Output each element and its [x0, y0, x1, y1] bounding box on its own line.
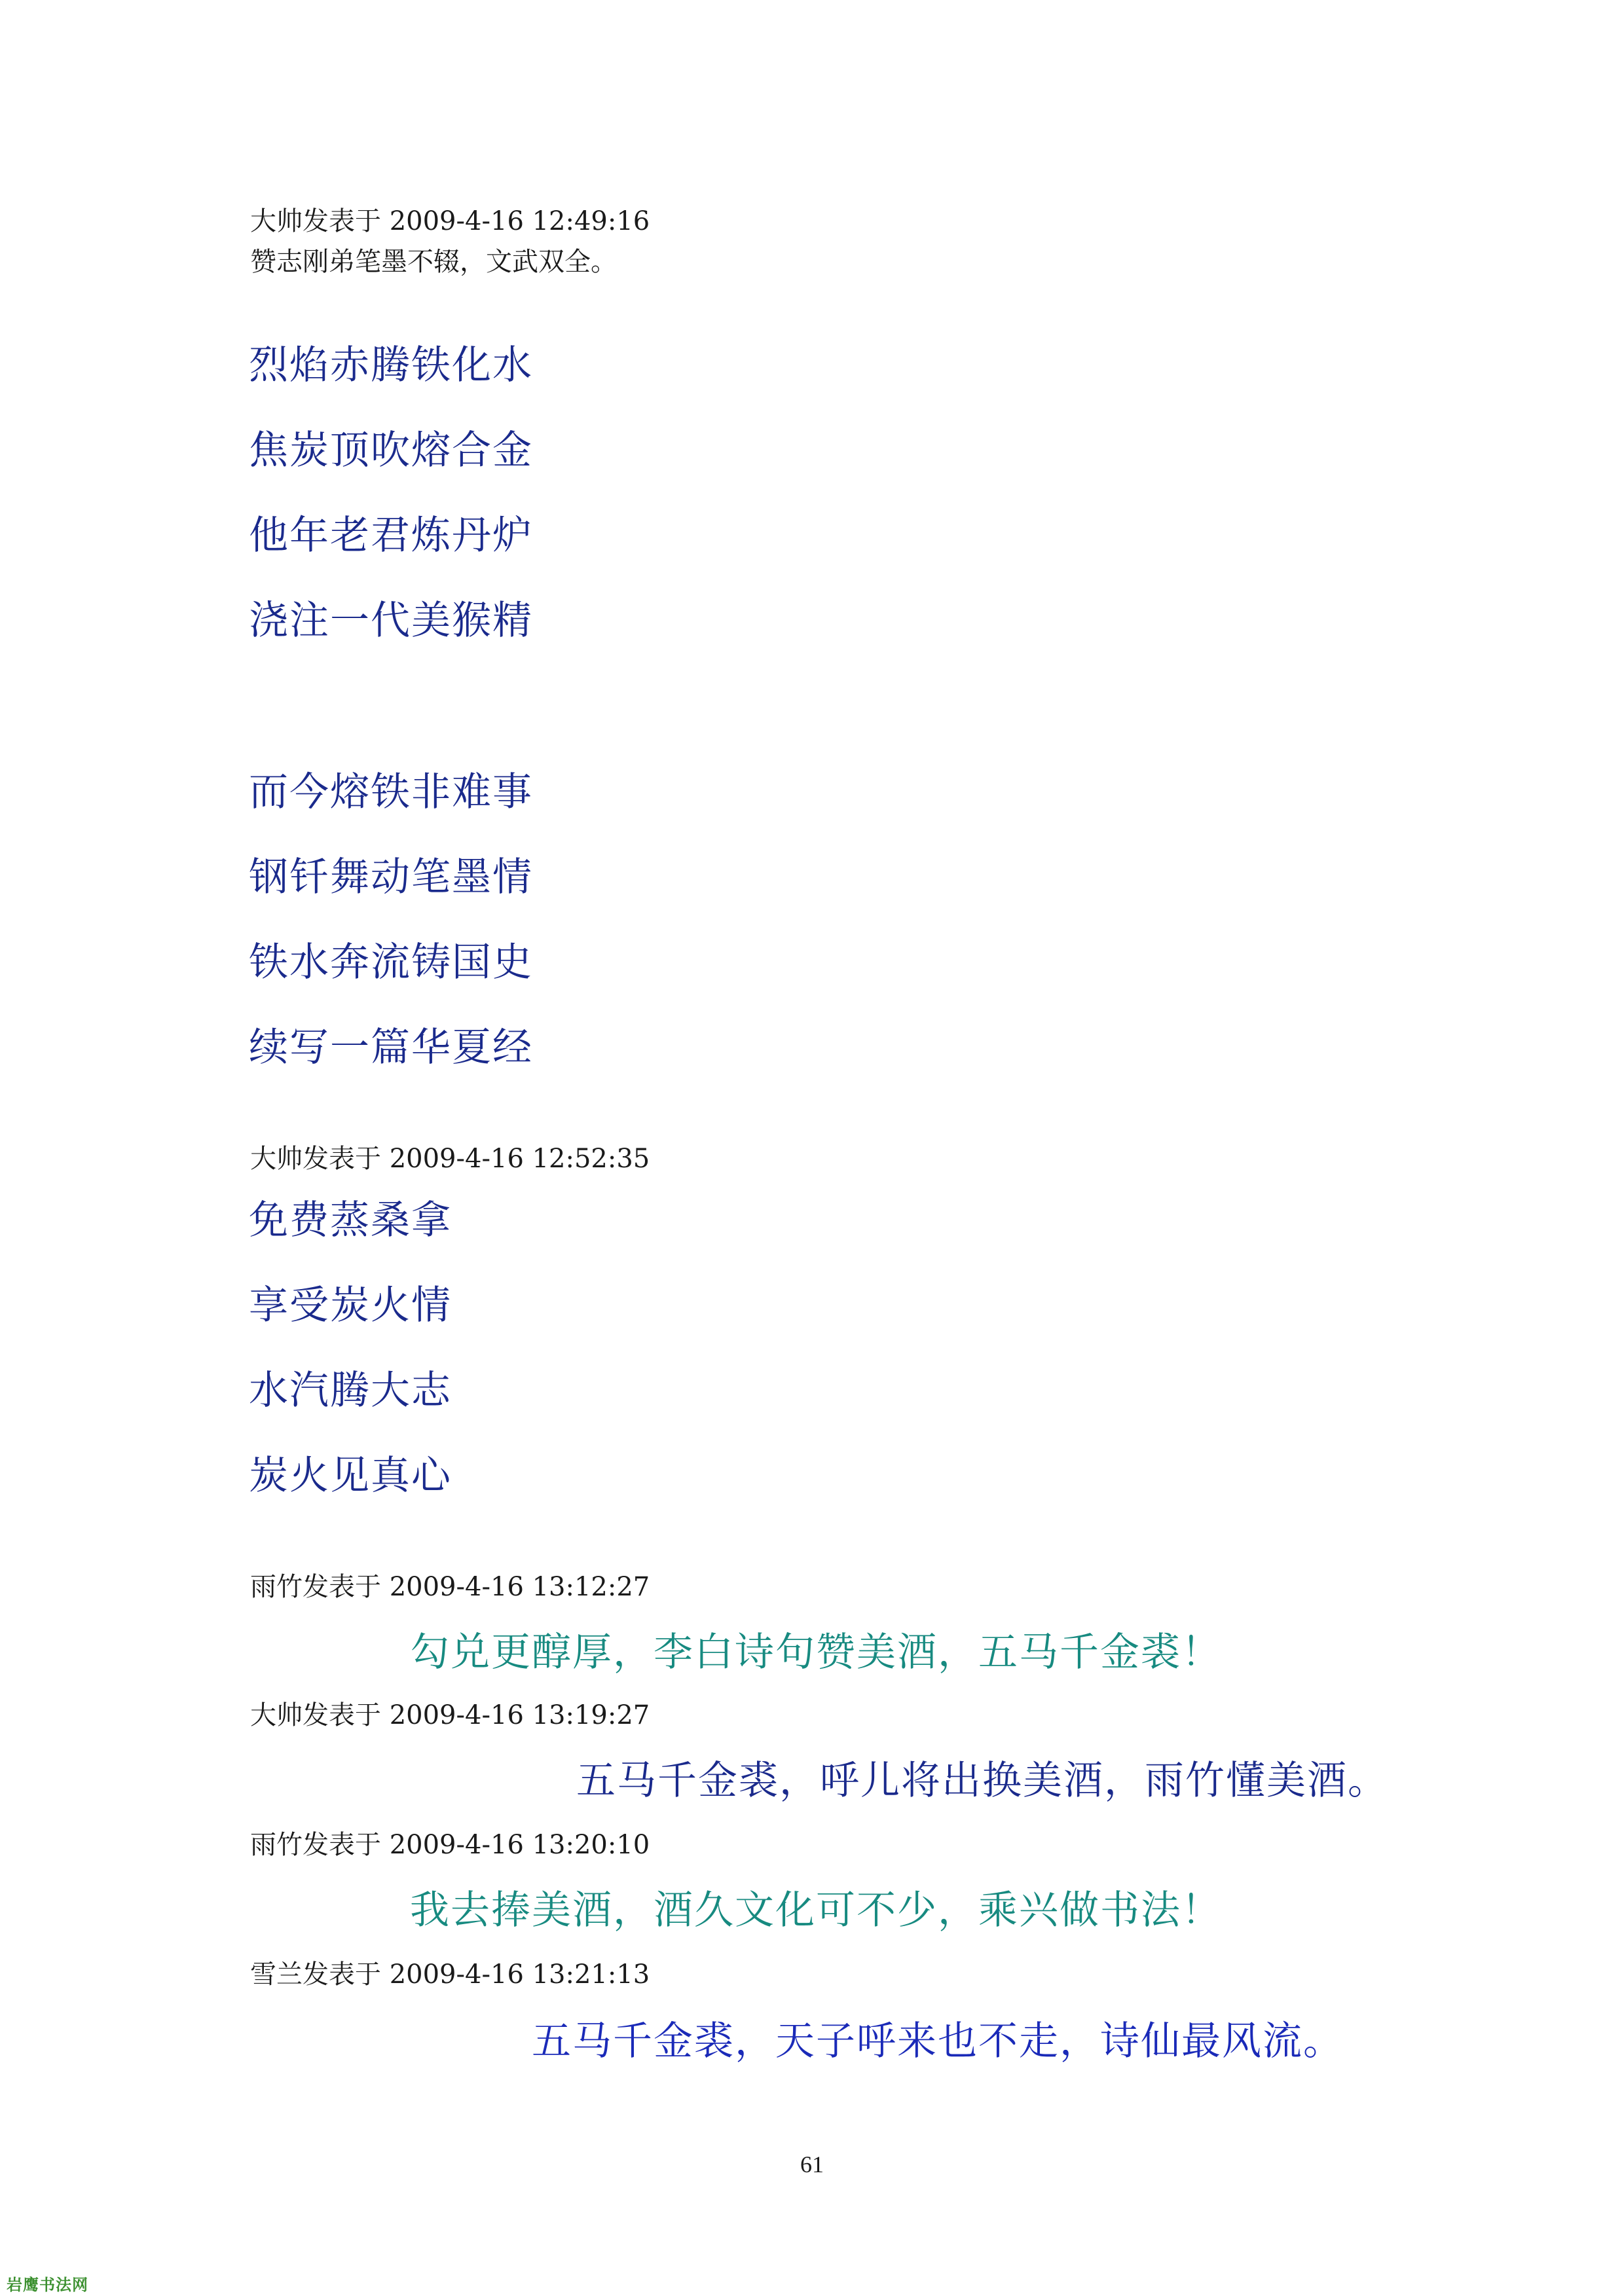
reply-text: 勾兑更醇厚，李白诗句赞美酒，五马千金裘！: [410, 1630, 1222, 1675]
poem-line: 续写一篇华夏经: [249, 1025, 533, 1070]
poem-line: 炭火见真心: [249, 1453, 452, 1499]
reply-header: 雨竹发表于 2009-4-16 13:20:10: [250, 1830, 650, 1860]
site-watermark: 岩鹰书法网: [7, 2276, 88, 2294]
poem-line: 铁水奔流铸国史: [249, 939, 533, 985]
post-header: 大帅发表于 2009-4-16 12:49:16: [250, 206, 650, 236]
reply-text: 我去捧美酒，酒久文化可不少，乘兴做书法！: [410, 1887, 1222, 1933]
post-intro: 赞志刚弟笔墨不辍，文武双全。: [250, 247, 617, 277]
post-header: 大帅发表于 2009-4-16 12:52:35: [250, 1144, 650, 1174]
reply-header: 雨竹发表于 2009-4-16 13:12:27: [250, 1572, 650, 1602]
poem-line: 浇注一代美猴精: [249, 598, 533, 644]
reply-header: 雪兰发表于 2009-4-16 13:21:13: [250, 1959, 650, 1990]
reply-text: 五马千金裘，天子呼来也不走，诗仙最风流。: [532, 2018, 1344, 2064]
page-number: 61: [800, 2151, 824, 2178]
poem-line: 焦炭顶吹熔合金: [249, 428, 533, 473]
reply-header: 大帅发表于 2009-4-16 13:19:27: [250, 1700, 650, 1730]
poem-line: 钢钎舞动笔墨情: [249, 854, 533, 900]
poem-line: 免费蒸桑拿: [249, 1197, 452, 1243]
reply-text: 五马千金裘，呼儿将出换美酒，雨竹懂美酒。: [576, 1758, 1388, 1804]
poem-line: 而今熔铁非难事: [249, 769, 533, 815]
poem-line: 水汽腾大志: [249, 1368, 452, 1413]
poem-line: 烈焰赤腾铁化水: [249, 342, 533, 388]
poem-line: 他年老君炼丹炉: [249, 513, 533, 558]
poem-line: 享受炭火情: [249, 1283, 452, 1328]
